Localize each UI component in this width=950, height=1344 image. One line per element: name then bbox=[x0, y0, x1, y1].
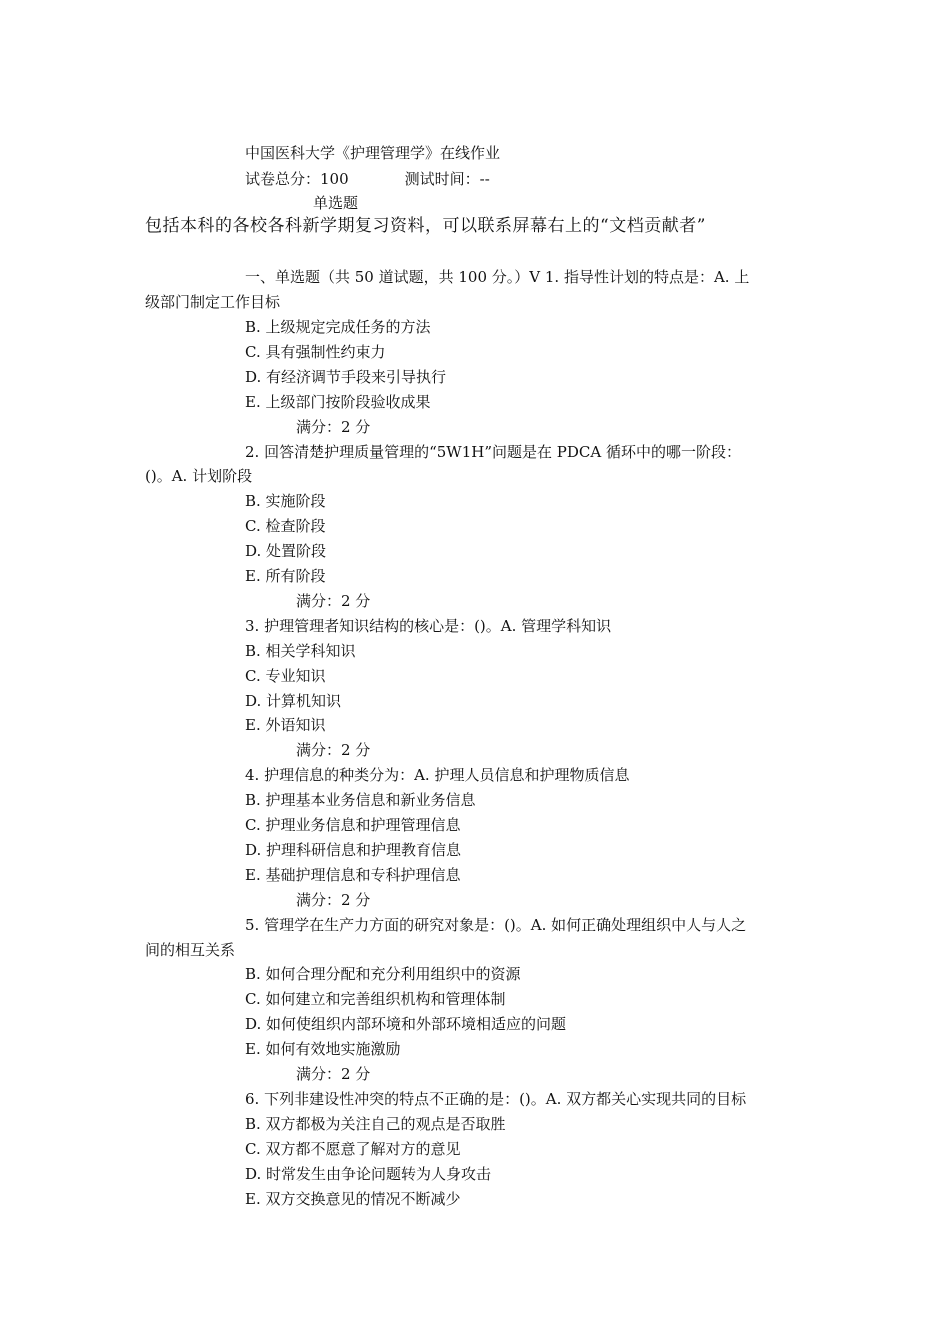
question-stem: 6. 下列非建设性冲突的特点不正确的是：()。A. 双方都关心实现共同的目标 bbox=[245, 1089, 747, 1108]
section-label: 单选题 bbox=[313, 194, 359, 212]
document-title: 中国医科大学《护理管理学》在线作业 bbox=[245, 144, 501, 162]
answer-option: E. 如何有效地实施激励 bbox=[245, 1040, 401, 1059]
intro-line: 级部门制定工作目标 bbox=[145, 293, 281, 311]
answer-option: D. 护理科研信息和护理教育信息 bbox=[245, 840, 462, 859]
answer-option: D. 计算机知识 bbox=[245, 691, 342, 710]
answer-option: C. 检查阶段 bbox=[245, 517, 326, 536]
score-label: 满分：2 分 bbox=[296, 1065, 371, 1083]
test-time-label: 测试时间：-- bbox=[404, 170, 490, 188]
score-label: 满分：2 分 bbox=[296, 890, 371, 909]
question-stem: 间的相互关系 bbox=[145, 940, 236, 959]
score-label: 满分：2 分 bbox=[296, 417, 371, 436]
exam-info-row bbox=[245, 170, 490, 188]
question-stem: 5. 管理学在生产力方面的研究对象是：()。A. 如何正确处理组织中人与人之 bbox=[245, 915, 747, 934]
question-stem: 4. 护理信息的种类分为：A. 护理人员信息和护理物质信息 bbox=[245, 766, 630, 785]
answer-option: C. 双方都不愿意了解对方的意见 bbox=[245, 1139, 461, 1158]
question-stem: ()。A. 计划阶段 bbox=[145, 467, 253, 486]
answer-option: D. 如何使组织内部环境和外部环境相适应的问题 bbox=[245, 1015, 567, 1034]
answer-option: E. 所有阶段 bbox=[245, 567, 326, 585]
answer-option: B. 如何合理分配和充分利用组织中的资源 bbox=[245, 965, 521, 984]
answer-option: C. 护理业务信息和护理管理信息 bbox=[245, 816, 461, 834]
total-score-label: 试卷总分：100 bbox=[245, 170, 349, 188]
answer-option: E. 上级部门按阶段验收成果 bbox=[245, 392, 431, 411]
question-stem: 2. 回答清楚护理质量管理的“5W1H”问题是在 PDCA 循环中的哪一阶段： bbox=[245, 442, 741, 461]
answer-option: C. 如何建立和完善组织机构和管理体制 bbox=[245, 990, 506, 1009]
answer-option: C. 具有强制性约束力 bbox=[245, 342, 386, 361]
intro-line: 一、单选题（共 50 道试题，共 100 分。）V 1. 指导性计划的特点是：A. 上 bbox=[245, 268, 750, 286]
notice-text: 包括本科的各校各科新学期复习资料，可以联系屏幕右上的“文档贡献者” bbox=[145, 216, 706, 236]
answer-option: D. 时常发生由争论问题转为人身攻击 bbox=[245, 1164, 492, 1183]
answer-option: B. 上级规定完成任务的方法 bbox=[245, 318, 431, 336]
question-stem: 3. 护理管理者知识结构的核心是：()。A. 管理学科知识 bbox=[245, 616, 612, 635]
answer-option: B. 护理基本业务信息和新业务信息 bbox=[245, 791, 476, 810]
answer-option: B. 实施阶段 bbox=[245, 492, 326, 511]
answer-option: D. 有经济调节手段来引导执行 bbox=[245, 367, 447, 386]
answer-option: D. 处置阶段 bbox=[245, 542, 327, 561]
answer-option: E. 双方交换意见的情况不断减少 bbox=[245, 1189, 461, 1208]
answer-option: B. 相关学科知识 bbox=[245, 641, 356, 660]
answer-option: E. 基础护理信息和专科护理信息 bbox=[245, 865, 461, 884]
score-label: 满分：2 分 bbox=[296, 591, 371, 610]
answer-option: C. 专业知识 bbox=[245, 666, 326, 685]
answer-option: B. 双方都极为关注自己的观点是否取胜 bbox=[245, 1114, 506, 1133]
score-label: 满分：2 分 bbox=[296, 741, 371, 760]
answer-option: E. 外语知识 bbox=[245, 716, 326, 735]
